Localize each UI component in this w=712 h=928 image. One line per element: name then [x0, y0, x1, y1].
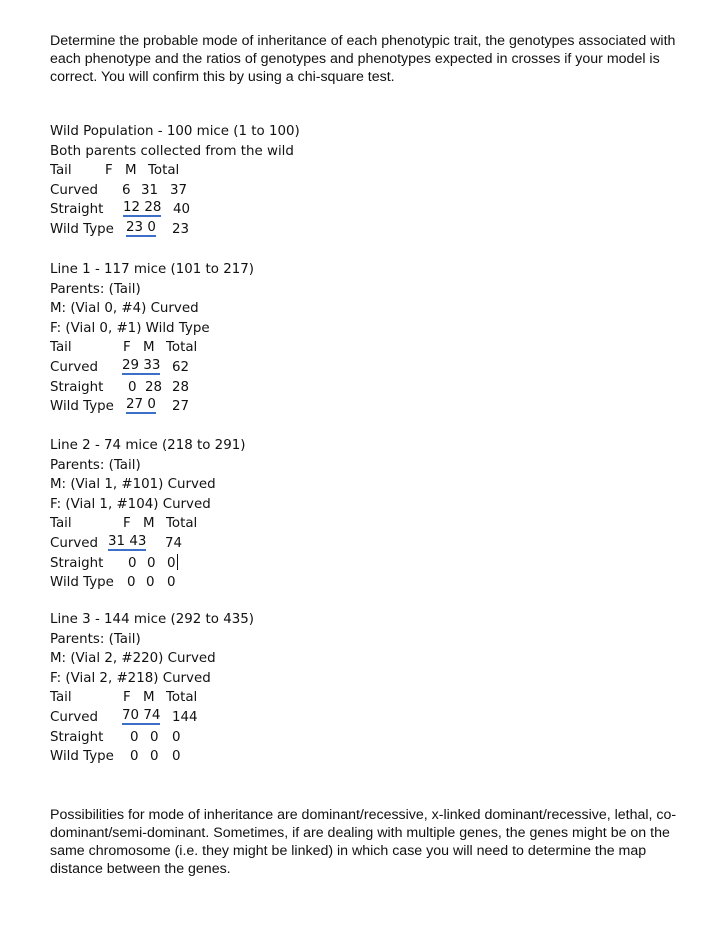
text-cursor	[177, 554, 179, 570]
row-fm-underlined	[123, 200, 161, 217]
header-m: M	[143, 690, 155, 706]
intro-paragraph: Determine the probable mode of inheritance of each phenotypic trait, the genotypes associated with each phenotype and the ratios of genotypes and phenotypes expected in crosses if your model is correct. You will confirm this by using a chi-square test.	[50, 33, 676, 85]
male-parent: M: (Vial 2, #220) Curved	[50, 651, 216, 667]
header-f: F	[105, 163, 113, 179]
header-label: Tail	[50, 340, 72, 356]
row-m: 0	[146, 575, 155, 591]
row-m: 0	[150, 729, 159, 745]
header-total: Total	[166, 340, 198, 356]
line-2-section	[50, 436, 450, 593]
table-row	[50, 534, 450, 554]
header-label: Tail	[50, 690, 72, 706]
row-label: Curved	[50, 535, 99, 551]
row-f: 23	[126, 219, 144, 235]
table-row	[50, 358, 450, 378]
row-fm-underlined	[122, 708, 160, 725]
table-row	[50, 747, 450, 767]
parents-label: Parents: (Tail)	[50, 281, 141, 297]
parents-label: Parents: (Tail)	[50, 631, 141, 647]
row-label: Wild Type	[50, 399, 114, 415]
table-header	[50, 688, 450, 708]
table-row	[50, 728, 450, 748]
row-label: Straight	[50, 555, 104, 571]
section-title: Line 2 - 74 mice (218 to 291)	[50, 438, 246, 453]
row-total: 23	[172, 221, 190, 237]
parents-label: Parents: (Tail)	[50, 457, 141, 473]
row-f: 31	[108, 533, 126, 549]
row-m: 0	[147, 219, 156, 235]
row-fm-underlined	[122, 358, 160, 375]
row-f: 0	[128, 555, 137, 571]
row-m: 0	[150, 749, 159, 765]
row-fm-underlined	[126, 220, 156, 237]
row-total: 27	[172, 399, 190, 415]
row-total: 144	[172, 709, 198, 725]
section-title: Line 3 - 144 mice (292 to 435)	[50, 612, 254, 627]
row-m: 0	[147, 397, 156, 413]
row-label: Curved	[50, 359, 99, 375]
header-f: F	[123, 340, 131, 356]
line-1-section	[50, 260, 450, 417]
row-f: 12	[123, 200, 141, 216]
table-row	[50, 573, 450, 593]
row-total: 0	[172, 729, 181, 745]
section-title: Line 1 - 117 mice (101 to 217)	[50, 262, 254, 277]
header-f: F	[123, 690, 131, 706]
header-f: F	[123, 516, 131, 532]
female-parent: F: (Vial 2, #218) Curved	[50, 670, 211, 686]
wild-population-section	[50, 122, 450, 240]
row-f: 0	[128, 379, 137, 395]
table-row	[50, 220, 450, 240]
row-label: Straight	[50, 202, 104, 218]
row-total: 28	[172, 379, 190, 395]
row-fm-underlined	[126, 397, 156, 414]
row-m: 33	[143, 357, 161, 373]
header-m: M	[143, 340, 155, 356]
row-f: 0	[130, 749, 139, 765]
line-3-section	[50, 610, 450, 767]
table-row	[50, 397, 450, 417]
header-label: Tail	[50, 163, 72, 179]
female-parent: F: (Vial 1, #104) Curved	[50, 496, 211, 512]
table-header	[50, 338, 450, 358]
male-parent: M: (Vial 1, #101) Curved	[50, 477, 216, 493]
header-total: Total	[148, 163, 180, 179]
row-f: 70	[122, 707, 140, 723]
row-total-value: 0	[167, 555, 176, 571]
row-m: 28	[145, 379, 163, 395]
header-m: M	[143, 516, 155, 532]
row-label: Wild Type	[50, 749, 114, 765]
male-parent: M: (Vial 0, #4) Curved	[50, 301, 199, 317]
row-f: 29	[122, 357, 140, 373]
table-header	[50, 161, 450, 181]
header-total: Total	[166, 690, 198, 706]
row-m: 74	[143, 707, 161, 723]
section-note: Both parents collected from the wild	[50, 143, 294, 159]
table-row	[50, 378, 450, 398]
row-total: 40	[173, 202, 191, 218]
row-label: Wild Type	[50, 575, 114, 591]
outro-paragraph: Possibilities for mode of inheritance are dominant/recessive, x-linked dominant/recessive, lethal, co-dominant/semi-dominant. Sometimes, if are dealing with multiple genes, the genes might be on the same chromosome (i.e. they might be linked) in which case you will need to determine the map distance between the genes.	[50, 807, 677, 877]
row-label: Curved	[50, 182, 99, 198]
row-label: Straight	[50, 729, 104, 745]
female-parent: F: (Vial 0, #1) Wild Type	[50, 320, 210, 336]
row-m: 31	[141, 182, 159, 198]
row-f: 27	[126, 397, 144, 413]
row-total: 74	[165, 535, 183, 551]
table-row	[50, 554, 450, 574]
header-total: Total	[166, 516, 198, 532]
row-total	[167, 554, 178, 574]
row-f: 0	[130, 729, 139, 745]
section-title: Wild Population - 100 mice (1 to 100)	[50, 124, 300, 139]
row-fm-underlined	[108, 534, 146, 551]
row-m: 28	[144, 200, 162, 216]
header-m: M	[125, 163, 137, 179]
table-row	[50, 200, 450, 220]
row-m: 43	[129, 533, 147, 549]
row-total: 0	[167, 575, 176, 591]
row-label: Straight	[50, 379, 104, 395]
row-total: 0	[172, 749, 181, 765]
row-total: 62	[172, 359, 190, 375]
table-row	[50, 181, 450, 201]
row-m: 0	[147, 555, 156, 571]
header-label: Tail	[50, 516, 72, 532]
row-f: 6	[122, 182, 131, 198]
row-label: Wild Type	[50, 221, 114, 237]
table-header	[50, 514, 450, 534]
table-row	[50, 708, 450, 728]
row-total: 37	[170, 182, 188, 198]
row-f: 0	[127, 575, 136, 591]
row-label: Curved	[50, 709, 99, 725]
